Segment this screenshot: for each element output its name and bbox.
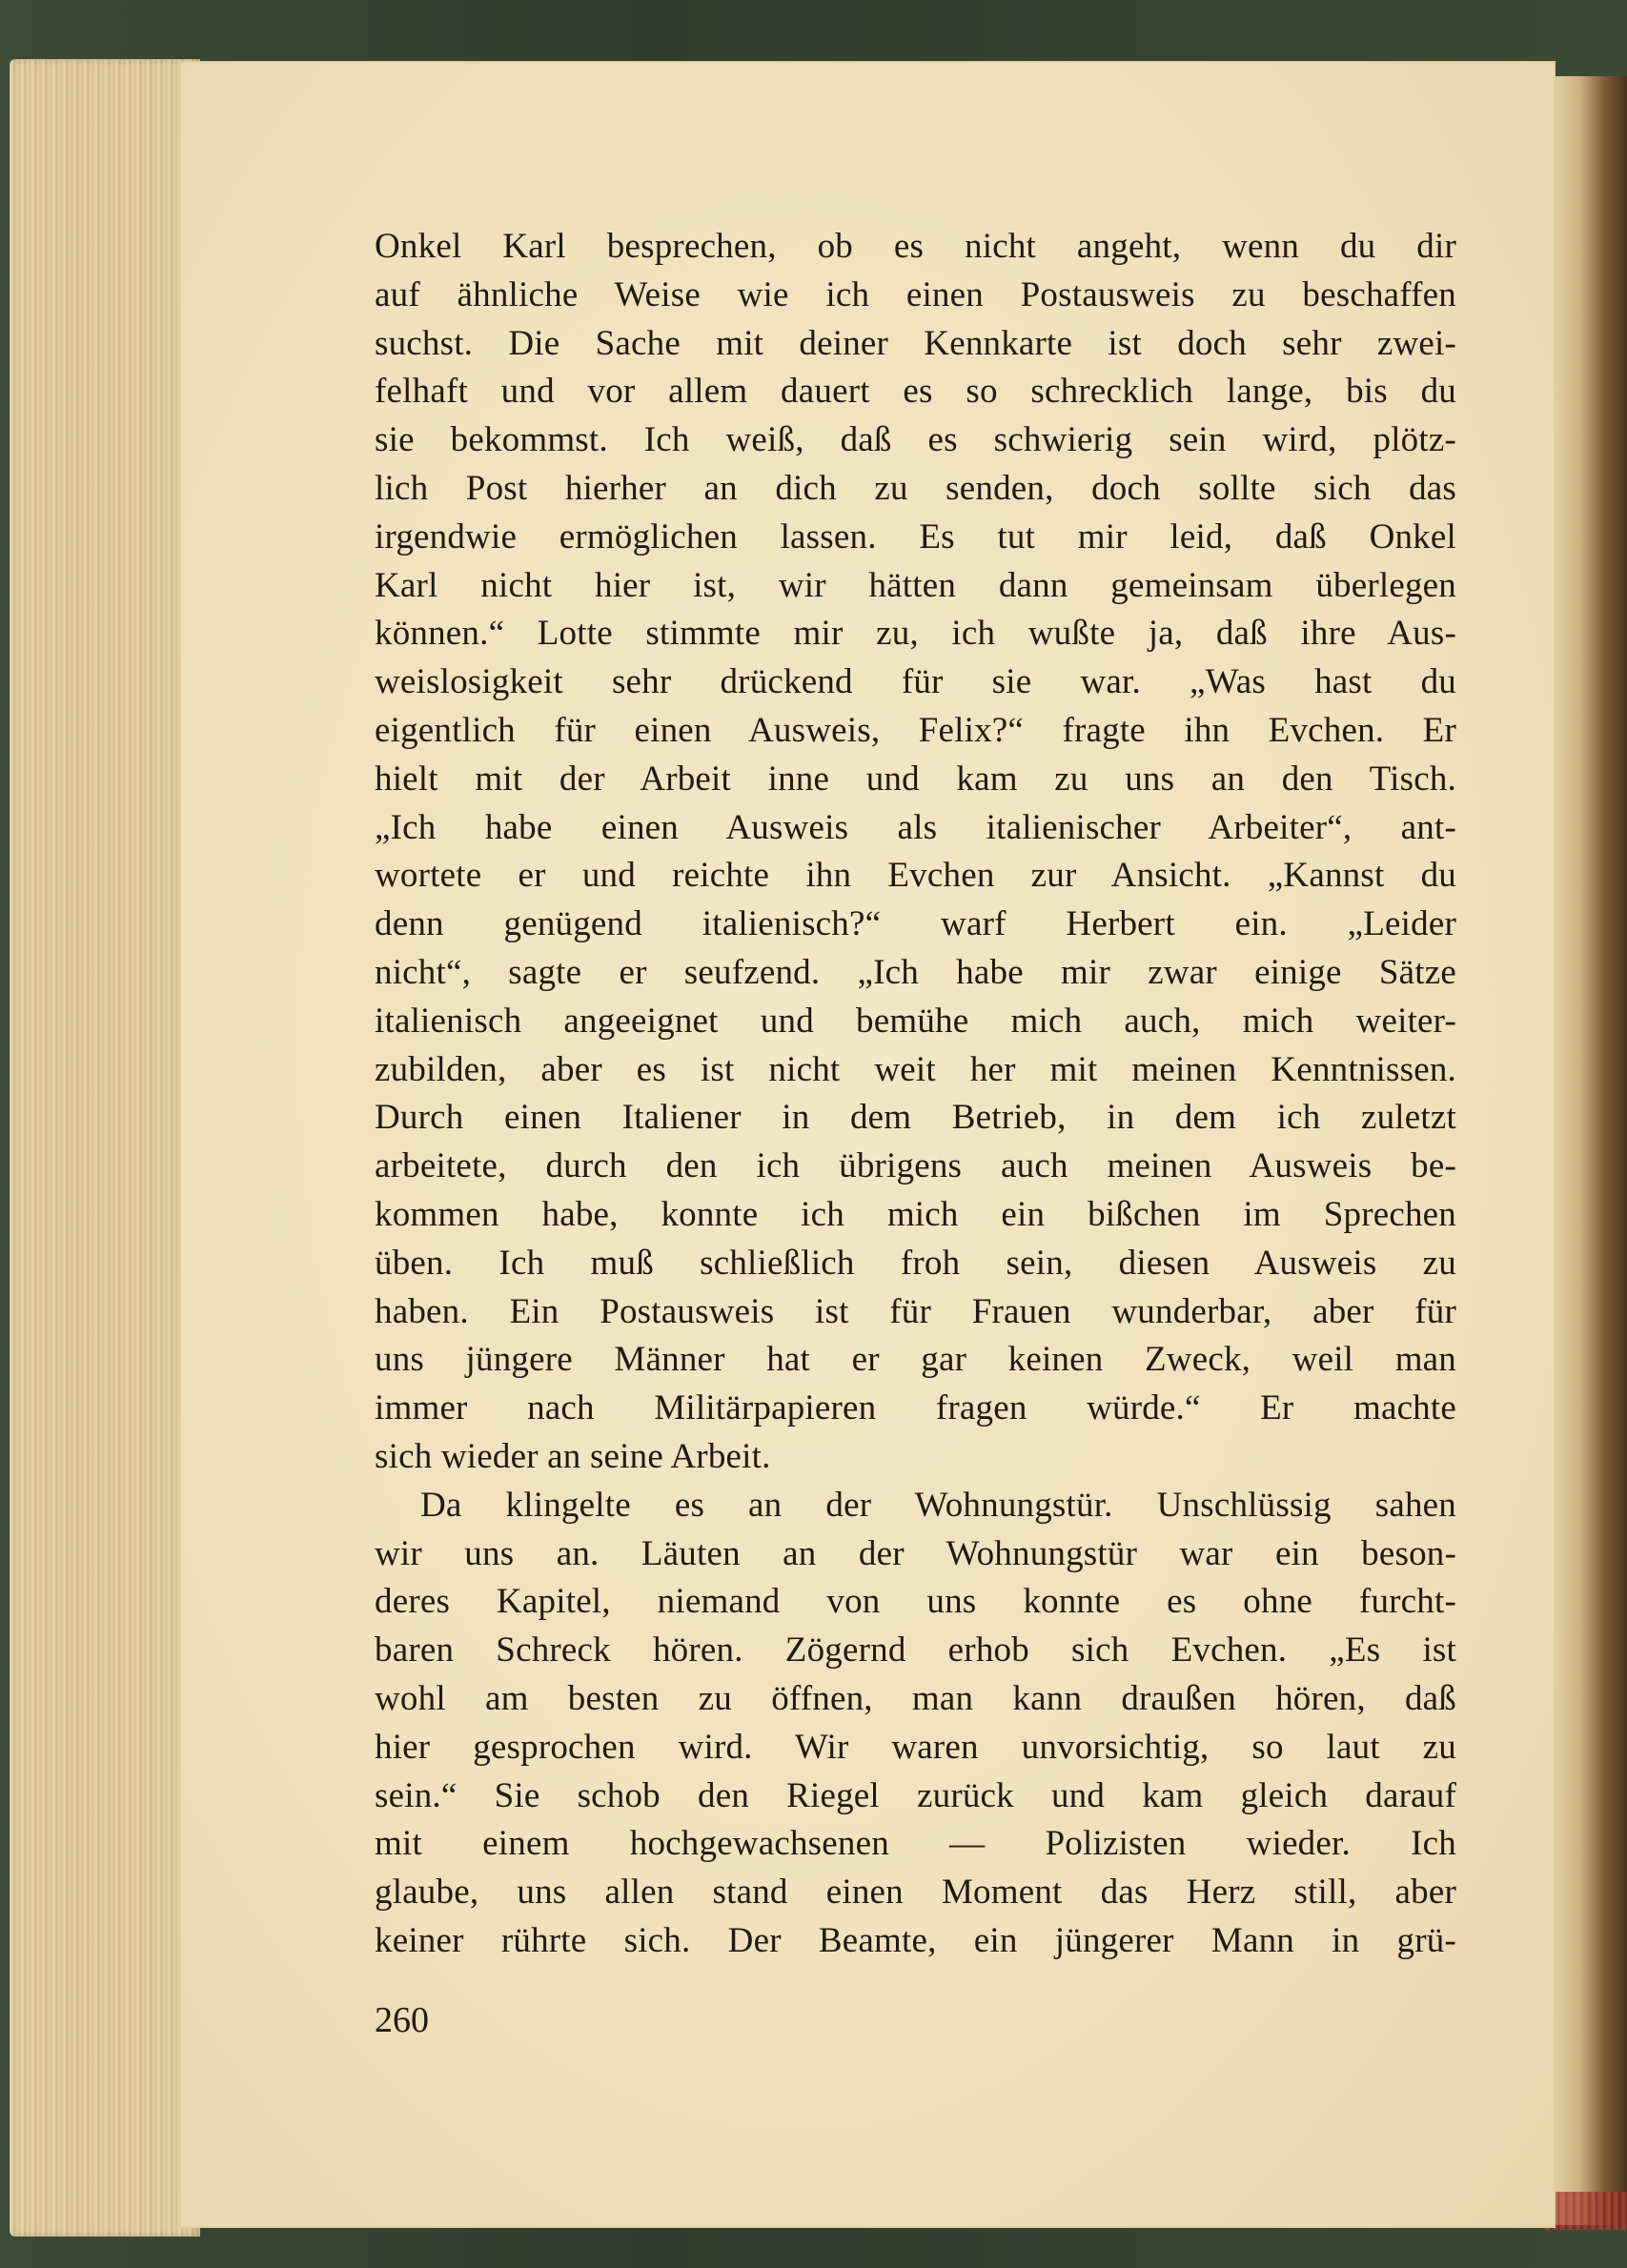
page-body-text: [375, 223, 1456, 1966]
text-line: sich wieder an seine Arbeit.: [375, 1436, 771, 1476]
text-line: weislosigkeit sehr drückend für sie war. „Was hast du: [375, 662, 1456, 702]
text-line: keiner rührte sich. Der Beamte, ein jüngerer Mann in grü-: [375, 1920, 1456, 1960]
text-line: können.“ Lotte stimmte mir zu, ich wußte ja, daß ihre Aus-: [375, 614, 1456, 654]
text-line: sie bekommst. Ich weiß, daß es schwierig sein wird, plötz-: [375, 420, 1456, 460]
text-line: wortete er und reichte ihn Evchen zur Ansicht. „Kannst du: [375, 856, 1456, 896]
text-line: wohl am besten zu öffnen, man kann draußen hören, daß: [375, 1678, 1456, 1718]
text-line: immer nach Militärpapieren fragen würde.“ Er machte: [375, 1388, 1456, 1428]
text-line: felhaft und vor allem dauert es so schrecklich lange, bis du: [375, 372, 1456, 412]
text-line: lich Post hierher an dich zu senden, doch sollte sich das: [375, 468, 1456, 508]
text-line: auf ähnliche Weise wie ich einen Postausweis zu beschaffen: [375, 274, 1456, 314]
text-line: „Ich habe einen Ausweis als italienischer Arbeiter“, ant-: [375, 807, 1456, 847]
text-line: sein.“ Sie schob den Riegel zurück und kam gleich darauf: [375, 1775, 1456, 1815]
page-number: 260: [375, 2000, 429, 2040]
text-line: wir uns an. Läuten an der Wohnungstür war ein beson-: [375, 1533, 1456, 1573]
text-line: haben. Ein Postausweis ist für Frauen wunderbar, aber für: [375, 1291, 1456, 1331]
text-line: hier gesprochen wird. Wir waren unvorsichtig, so laut zu: [375, 1727, 1456, 1767]
text-line: Da klingelte es an der Wohnungstür. Unschlüssig sahen: [420, 1485, 1456, 1525]
text-line: Karl nicht hier ist, wir hätten dann gemeinsam überlegen: [375, 565, 1456, 605]
text-line: mit einem hochgewachsenen — Polizisten wieder. Ich: [375, 1824, 1456, 1864]
text-line: denn genügend italienisch?“ warf Herbert ein. „Leider: [375, 904, 1456, 944]
text-line: nicht“, sagte er seufzend. „Ich habe mir zwar einige Sätze: [375, 952, 1456, 992]
text-line: arbeitete, durch den ich übrigens auch meinen Ausweis be-: [375, 1146, 1456, 1186]
text-line: hielt mit der Arbeit inne und kam zu uns an den Tisch.: [375, 759, 1456, 799]
text-line: zubilden, aber es ist nicht weit her mit meinen Kenntnissen.: [375, 1049, 1456, 1089]
text-line: deres Kapitel, niemand von uns konnte es ohne furcht-: [375, 1582, 1456, 1622]
text-line: baren Schreck hören. Zögernd erhob sich Evchen. „Es ist: [375, 1630, 1456, 1671]
text-line: italienisch angeeignet und bemühe mich auch, mich weiter-: [375, 1001, 1456, 1041]
text-line: eigentlich für einen Ausweis, Felix?“ fragte ihn Evchen. Er: [375, 710, 1456, 750]
text-line: irgendwie ermöglichen lassen. Es tut mir leid, daß Onkel: [375, 516, 1456, 557]
text-line: kommen habe, konnte ich mich ein bißchen im Sprechen: [375, 1194, 1456, 1234]
text-line: Durch einen Italiener in dem Betrieb, in dem ich zuletzt: [375, 1098, 1456, 1138]
book-gutter: [1554, 76, 1627, 2225]
page-edges: [10, 59, 200, 2237]
bookmark-band: [1544, 2192, 1627, 2230]
text-line: glaube, uns allen stand einen Moment das Herz still, aber: [375, 1873, 1456, 1913]
text-line: üben. Ich muß schließlich froh sein, diesen Ausweis zu: [375, 1243, 1456, 1283]
text-line: Onkel Karl besprechen, ob es nicht angeht, wenn du dir: [375, 227, 1456, 266]
text-line: uns jüngere Männer hat er gar keinen Zweck, weil man: [375, 1340, 1456, 1380]
text-line: suchst. Die Sache mit deiner Kennkarte ist doch sehr zwei-: [375, 323, 1456, 363]
